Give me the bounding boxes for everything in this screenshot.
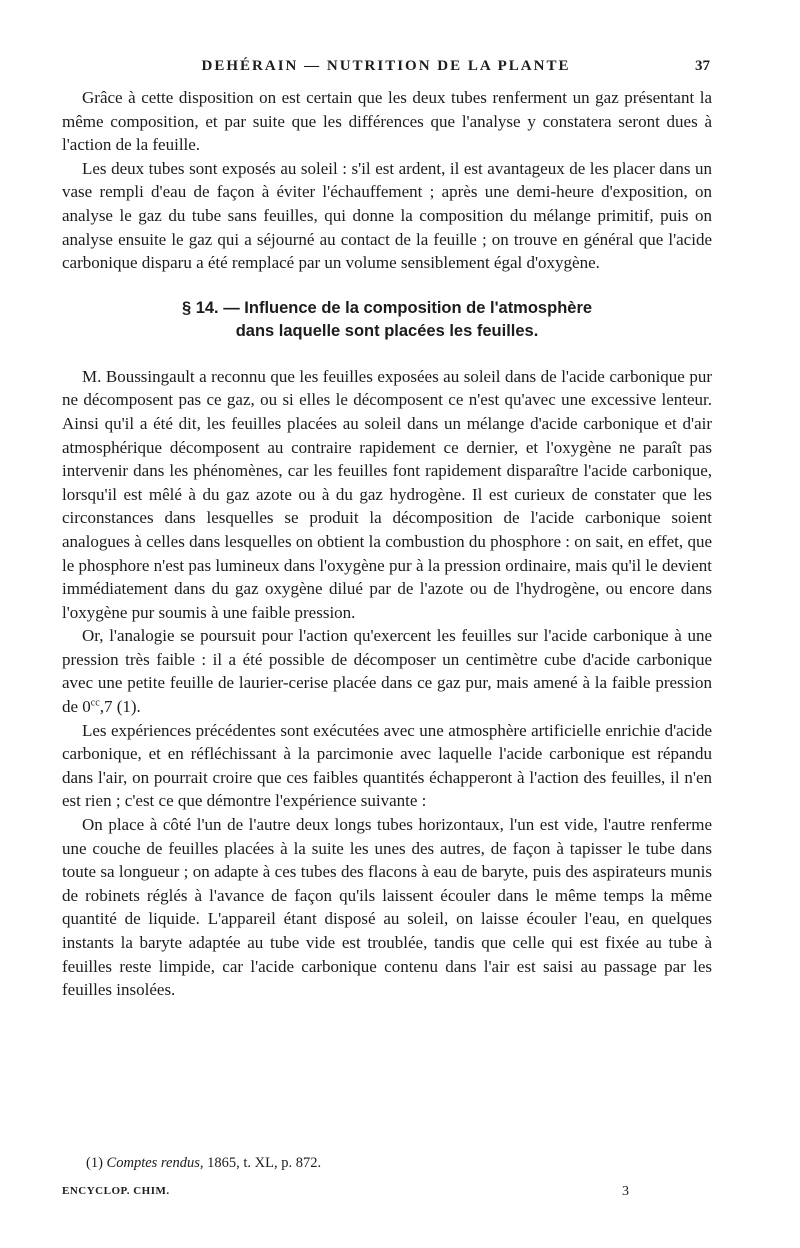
signature-label: ENCYCLOP. CHIM. (62, 1185, 170, 1197)
paragraph-5: Les expériences précédentes sont exécutées avec une atmosphère artificielle enrichie d'acide carbonique, et en réfléchissant à la parcimonie avec laquelle l'acide carbonique est répandu dans l'air, on pourrait croire que ces faibles quantités échapperont à l'action des feuilles, il n'en est rien ; c'est ce que démontre l'expérience suivante : (62, 720, 712, 811)
paragraph-6: On place à côté l'un de l'autre deux longs tubes horizontaux, l'un est vide, l'autre renferme une couche de feuilles placées à la suite les unes des autres, de façon à tapisser le tube dans toute sa longueur ; on adapte à ces tubes des flacons à eau de baryte, puis des aspirateurs munis de robinets réglés à l'avance de façon qu'ils laissent écouler dans le même temps la même quantité de liquide. L'appareil étant disposé au soleil, on laisse écouler l'eau, en quelques instants la baryte adaptée au tube vide est troublée, tandis que celle qui est fixée au tube à feuilles reste limpide, car l'acide carbonique contenu dans l'air est saisi au passage par les feuilles insolées. (62, 815, 712, 1000)
paragraph-3: M. Boussingault a reconnu que les feuilles exposées au soleil dans de l'acide carbonique pur ne décomposent pas ce gaz, ou si elles le décomposent ce n'est qu'avec une excessive lenteur. Ainsi qu'il a été dit, les feuilles placées au soleil dans un mélange d'acide carbonique et d'air atmosphérique décomposent au contraire rapidement ce dernier, et l'oxygène ne paraît pas intervenir dans les phénomènes, car les feuilles font rapidement disparaître l'acide carbonique, lorsqu'il est mêlé à du gaz azote ou à du gaz hydrogène. Il est curieux de constater que les circonstances dans lesquelles se produit la décomposition de l'acide carbonique soient analogues à celles dans lesquelles on obtient la combustion du phosphore : on sait, en effet, que le phosphore n'est pas lumineux dans l'oxygène pur à la pression ordinaire, mais qu'il le devient immédiatement dans du gaz oxygène dilué par de l'azote ou de l'hydrogène, ou encore dans l'oxygène pur soumis à une faible pression. (62, 366, 712, 622)
running-head: DEHÉRAIN — NUTRITION DE LA PLANTE (201, 58, 571, 74)
footnote (86, 1155, 706, 1172)
section-heading (62, 297, 712, 343)
paragraph-4-text: Or, l'analogie se poursuit pour l'action qu'exercent les feuilles sur l'acide carbonique à une pression très faible : il a été possible de décomposer un centimètre cube d'acide carbonique avec une petite feuille de laurier-cerise placée dans ce gaz pur, mais amené à la faible pression de 0 (62, 626, 712, 717)
page-header (62, 58, 710, 82)
page-number: 37 (695, 58, 710, 74)
section-heading-line-1: § 14. — Influence de la composition de l'atmosphère (181, 298, 593, 317)
paragraph-4 (62, 624, 712, 718)
paragraph-2: Les deux tubes sont exposés au soleil : s'il est ardent, il est avantageux de les placer dans un vase rempli d'eau de façon à éviter l'échauffement ; après une demi-heure d'exposition, on analyse le gaz du tube sans feuilles, qui donne la composition du mélange primitif, puis on analyse ensuite le gaz qui a séjourné au contact de la feuille ; on trouve en général que l'acide carbonique disparu a été remplacé par un volume sensiblement égal d'oxygène. (62, 158, 712, 273)
footnote-marker: (1) (86, 1155, 103, 1171)
paragraph-4-end: ,7 (1). (99, 697, 141, 717)
footnote-detail: 1865, t. XL, p. 872. (207, 1155, 322, 1171)
paragraph-4-superscript: cc (90, 697, 100, 709)
footnote-source: Comptes rendus, (106, 1155, 204, 1171)
signature-number: 3 (622, 1184, 629, 1199)
body-text (62, 86, 712, 1002)
section-heading-line-2: dans laquelle sont placées les feuilles. (235, 321, 539, 340)
paragraph-1: Grâce à cette disposition on est certain que les deux tubes renferment un gaz présentant la même composition, et par suite que les différences que l'analyse y constatera seront dues à l'action de la feuille. (62, 88, 712, 155)
